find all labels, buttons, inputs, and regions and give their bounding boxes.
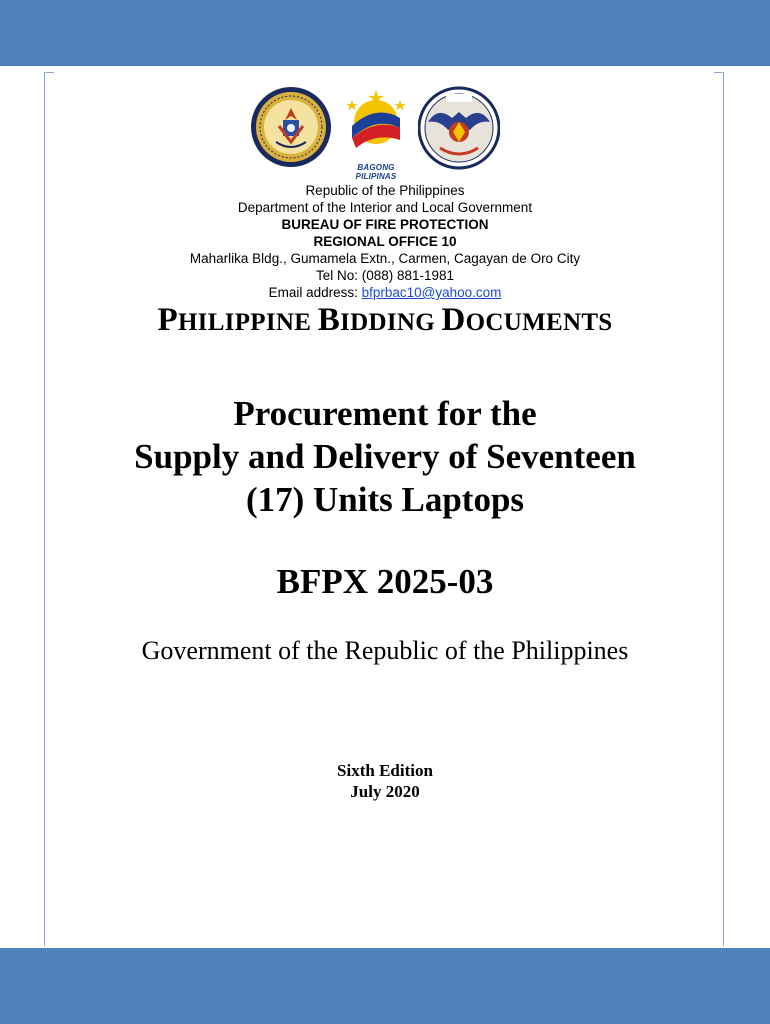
title-initial-b: B	[317, 302, 341, 338]
address-line: Maharlika Bldg., Gumamela Extn., Carmen, Cagayan de Oro City	[189, 251, 581, 266]
procurement-line-1: Procurement for the	[233, 394, 537, 433]
telephone-line: Tel No: (088) 881-1981	[315, 268, 455, 283]
title-word-3: OCUMENTS	[465, 309, 613, 336]
procurement-title	[0, 392, 770, 521]
department-line: Department of the Interior and Local Government	[237, 200, 533, 215]
document-type-title	[0, 302, 770, 339]
philippine-sun-flag-icon	[338, 86, 414, 162]
email-line	[0, 284, 770, 301]
bagong-pilipinas-logo	[338, 86, 414, 181]
title-word-1: HILIPPINE	[177, 309, 318, 336]
edition-label: Sixth Edition	[337, 761, 433, 780]
bfp-seal-logo	[250, 86, 332, 168]
title-initial-d: D	[441, 302, 466, 338]
email-link[interactable]: bfprbac10@yahoo.com	[361, 285, 502, 300]
bureau-line: BUREAU OF FIRE PROTECTION	[281, 217, 489, 232]
top-color-band	[0, 0, 770, 66]
letterhead	[0, 182, 770, 301]
title-initial-p: P	[157, 302, 178, 338]
logo-row	[0, 86, 770, 181]
regional-office-10-seal-logo	[418, 86, 500, 170]
reference-number: BFPX 2025-03	[276, 562, 494, 601]
republic-line: Republic of the Philippines	[305, 183, 465, 198]
bagong-pilipinas-caption: BAGONG PILIPINAS	[355, 163, 397, 181]
edition-date: July 2020	[350, 782, 420, 801]
bottom-color-band	[0, 948, 770, 1024]
title-word-2: IDDING	[340, 309, 442, 336]
edition-block	[0, 760, 770, 802]
regional-office-line: REGIONAL OFFICE 10	[313, 234, 457, 249]
procurement-line-2: Supply and Delivery of Seventeen	[134, 437, 636, 476]
procurement-line-3: (17) Units Laptops	[245, 480, 525, 519]
government-line: Government of the Republic of the Philippines	[141, 636, 629, 665]
email-label: Email address:	[268, 285, 362, 300]
